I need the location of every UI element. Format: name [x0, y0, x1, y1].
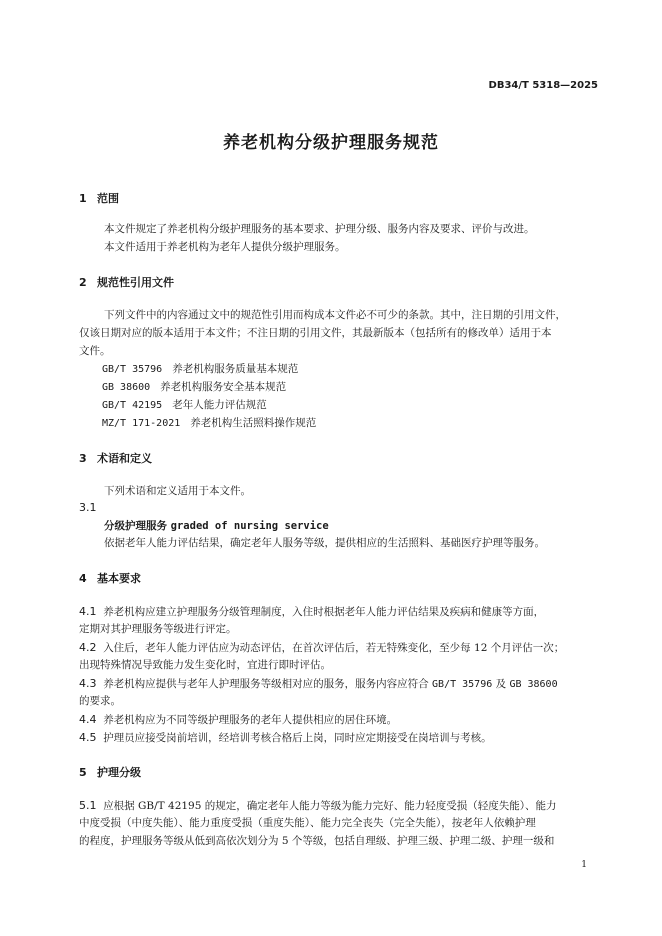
term-definition: 依据老年人能力评估结果，确定老年人服务等级，提供相应的生活照料、基础医疗护理等服务。 [104, 537, 545, 549]
reference-name: 养老机构服务质量基本规范 [172, 363, 299, 375]
clause-text: 的程度，护理服务等级从低到高依次划分为 5 个等级，包括自理级、护理三级、护理二级、护理一级和 [79, 835, 555, 847]
paragraph: 本文件规定了养老机构分级护理服务的基本要求、护理分级、服务内容及要求、评价与改进。 [104, 223, 535, 235]
section-number: 1 [79, 192, 87, 205]
reference-code: GB/T 42195 [102, 400, 163, 411]
section-number: 5 [79, 766, 87, 779]
standard-reference: GB 38600 [509, 679, 558, 690]
reference-name: 养老机构生活照料操作规范 [190, 417, 317, 429]
section-2-heading [79, 274, 174, 290]
page-number: 1 [581, 860, 587, 870]
clause-number: 4.3 [79, 677, 97, 690]
clause-text: 定期对其护理服务等级进行评定。 [79, 623, 237, 635]
paragraph: 文件。 [79, 345, 111, 357]
clause-4-4 [79, 710, 397, 730]
term-english: graded of nursing service [170, 520, 329, 532]
term-entry [104, 518, 329, 533]
reference-name: 养老机构服务安全基本规范 [160, 381, 287, 393]
section-3-heading [79, 450, 152, 466]
clause-text: 的要求。 [79, 695, 121, 707]
paragraph: 仅该日期对应的版本适用于本文件；不注日期的引用文件，其最新版本（包括所有的修改单）适用于本 [79, 327, 552, 339]
clause-text: 养老机构应为不同等级护理服务的老年人提供相应的居住环境。 [103, 714, 398, 726]
paragraph: 本文件适用于养老机构为老年人提供分级护理服务。 [104, 241, 346, 253]
section-title: 术语和定义 [97, 452, 152, 465]
clause-number: 4.2 [79, 641, 97, 654]
paragraph: 下列文件中的内容通过文中的规范性引用而构成本文件必不可少的条款。其中，注日期的引用文件， [104, 309, 566, 321]
reference-item [102, 415, 316, 430]
clause-4-2 [79, 638, 564, 658]
section-5-heading [79, 764, 141, 780]
term-chinese: 分级护理服务 [104, 520, 167, 532]
reference-code: GB 38600 [102, 382, 151, 393]
reference-item [102, 397, 267, 412]
clause-text: 出现特殊情况导致能力发生变化时，宜进行即时评估。 [79, 659, 331, 671]
clause-4-1 [79, 602, 544, 622]
clause-text: 护理员应接受岗前培训，经培训考核合格后上岗，同时应定期接受在岗培训与考核。 [103, 732, 492, 744]
section-number: 3 [79, 452, 87, 465]
reference-name: 老年人能力评估规范 [172, 399, 267, 411]
clause-4-3 [79, 674, 558, 694]
clause-text: 中度受损（中度失能）、能力重度受损（重度失能）、能力完全丧失（完全失能），按老年人依赖护理 [79, 817, 536, 829]
reference-item [102, 379, 286, 394]
paragraph: 下列术语和定义适用于本文件。 [104, 485, 251, 497]
section-1-heading [79, 190, 119, 206]
section-title: 基本要求 [97, 572, 141, 585]
clause-number: 4.4 [79, 713, 97, 726]
standard-number: DB34/T 5318—2025 [488, 80, 598, 91]
clause-5-1 [79, 796, 557, 816]
clause-text: 养老机构应建立护理服务分级管理制度，入住时根据老年人能力评估结果及疾病和健康等方面， [103, 606, 545, 618]
reference-code: GB/T 35796 [102, 364, 163, 375]
clause-number: 5.1 [79, 799, 97, 812]
clause-number: 4.1 [79, 605, 97, 618]
clause-text: 及 [495, 678, 507, 690]
reference-item [102, 361, 298, 376]
document-title: 养老机构分级护理服务规范 [223, 133, 439, 153]
clause-text: 入住后，老年人能力评估应为动态评估，在首次评估后，若无特殊变化，至少每 12 个月评估一次； [103, 642, 565, 654]
clause-text: 应根据 GB/T 42195 的规定，确定老年人能力等级为能力完好、能力轻度受损（轻度失能）、能力 [103, 800, 557, 812]
section-4-heading [79, 570, 141, 586]
section-title: 护理分级 [97, 766, 141, 779]
standard-reference: GB/T 35796 [432, 679, 493, 690]
clause-4-5 [79, 728, 492, 748]
term-number: 3.1 [79, 501, 97, 514]
clause-number: 4.5 [79, 731, 97, 744]
section-title: 范围 [97, 192, 119, 205]
reference-code: MZ/T 171-2021 [102, 418, 181, 429]
clause-text: 养老机构应提供与老年人护理服务等级相对应的服务，服务内容应符合 [103, 678, 429, 690]
section-number: 4 [79, 572, 87, 585]
section-number: 2 [79, 276, 87, 289]
section-title: 规范性引用文件 [97, 276, 174, 289]
